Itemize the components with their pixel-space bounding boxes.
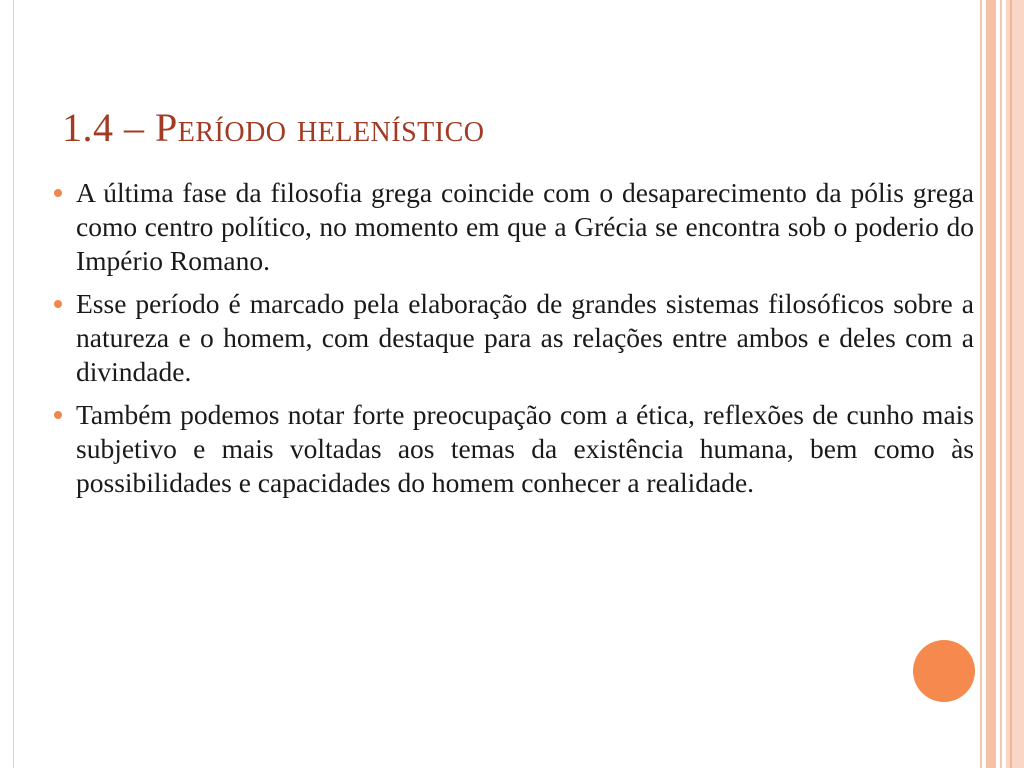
bullet-dot-icon xyxy=(54,189,62,197)
stripe xyxy=(1006,0,1024,768)
stripe xyxy=(986,0,996,768)
bullet-item xyxy=(52,398,974,500)
decorative-circle-icon xyxy=(913,640,975,702)
stripe xyxy=(1010,0,1012,768)
right-decorative-stripes xyxy=(980,0,1024,768)
bullet-item xyxy=(52,176,974,278)
bullet-dot-icon xyxy=(54,411,62,419)
bullet-dot-icon xyxy=(54,300,62,308)
bullet-list xyxy=(52,176,974,509)
slide-title: 1.4 – Período helenístico xyxy=(62,105,485,150)
left-border xyxy=(0,0,14,768)
stripe xyxy=(1000,0,1002,768)
bullet-item xyxy=(52,287,974,389)
stripe xyxy=(980,0,982,768)
bullet-text: Esse período é marcado pela elaboração de grandes sistemas filosóficos sobre a natureza e o homem, com destaque para as relações entre ambos e deles com a divindade. xyxy=(76,288,974,387)
bullet-text: Também podemos notar forte preocupação com a ética, reflexões de cunho mais subjetivo e mais voltadas aos temas da existência humana, bem como às possibilidades e capacidades do homem conhecer a realidade. xyxy=(76,399,974,498)
bullet-text: A última fase da filosofia grega coincide com o desaparecimento da pólis grega como centro político, no momento em que a Grécia se encontra sob o poderio do Império Romano. xyxy=(76,177,974,276)
